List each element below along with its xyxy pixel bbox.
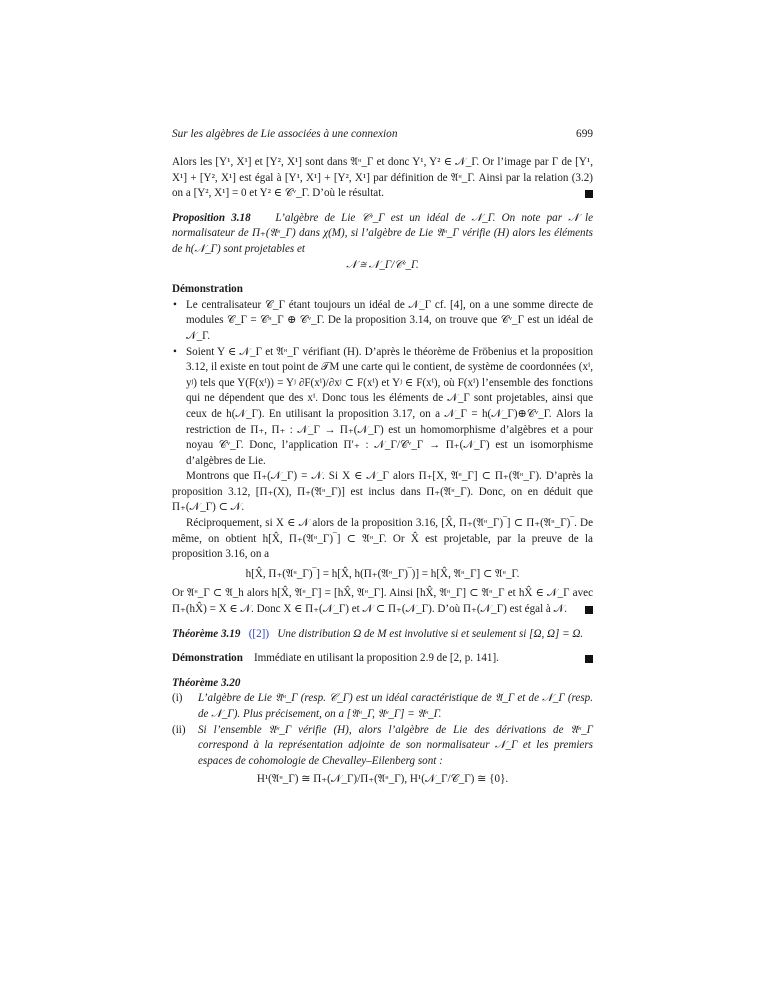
bullet-item: • Soient Y ∈ 𝒩_Γ et 𝔄ᵸ_Γ vérifiant (H). D’après le théorème de Fröbenius et la proposition 3.12, il existe en tout point de 𝒯M une carte qui le contient, de système de coordonnées (xⁱ, yʲ) tels que Y(F(xⁱ)) = Yʲ ∂F(xⁱ)/∂xʲ ⊂ F(xⁱ) et Yʲ ∈ F(xⁱ), où F(xⁱ) l’ensemble des fonctions qui ne dépendent que des xⁱ. Donc tous les éléments de 𝒩_Γ sont projetables, ainsi que ceux de h(𝒩_Γ). En utilisant la proposition 3.17, on a 𝒩_Γ = h(𝒩_Γ)⊕𝒞ᵛ_Γ. Alors la restriction de Π₊, Π₊ : 𝒩_Γ → Π₊(𝒩_Γ) est un homomorphisme d’algèbres et a pour noyau 𝒞ᵛ_Γ. Donc, l’application Π′₊ : 𝒩_Γ/𝒞ᵛ_Γ → Π₊(𝒩_Γ) est un isomorphisme d’algèbres de Lie. xyxy=(172,345,593,470)
paragraph: Montrons que Π₊(𝒩_Γ) = 𝒩. Si X ∈ 𝒩_Γ alors Π₊[X, 𝔄ᵸ_Γ] ⊂ Π₊(𝔄ᵸ_Γ). D’après la proposition 3.12, [Π₊(X), Π₊(𝔄ᵸ_Γ)] est inclus dans Π₊(𝔄ᵸ_Γ). Donc, on en déduit que Π₊(𝒩_Γ) ⊂ 𝒩. xyxy=(172,470,593,514)
proposition-3-18 xyxy=(172,211,593,258)
demonstration-2 xyxy=(172,651,593,667)
proposition-label: Proposition 3.18 xyxy=(172,211,251,224)
proposition-formula: 𝒩 ≅ 𝒩_Γ/𝒞ᵛ_Γ. xyxy=(346,258,419,271)
running-header xyxy=(172,128,593,140)
theorem-item: (i) L’algèbre de Lie 𝔄ᵸ_Γ (resp. 𝒞_Γ) est un idéal caractéristique de 𝔄_Γ et de 𝒩_Γ (resp. de 𝒩_Γ). Plus précisement, on a [𝔄ᵸ_Γ, 𝔄ᵸ_Γ] = 𝔄ᵸ_Γ. xyxy=(172,692,593,720)
item-number: (ii) xyxy=(172,723,186,736)
intro-paragraph: Alors les [Y¹, X¹] et [Y², X¹] sont dans 𝔄ᵸ_Γ et donc Y¹, Y² ∈ 𝒩_Γ. Or l’image par Γ de [Y¹, X¹] + [Y², X¹] est égal à [Y¹, X¹] + [Y², X¹] par définition de 𝔄ᵸ_Γ. Ainsi par la relation (3.2) on a [Y², X¹] = 0 et Y² ∈ 𝒞ᵛ_Γ. D’où le résultat. xyxy=(172,156,593,200)
theorem-text: Une distribution Ω de M est involutive si et seulement si [Ω, Ω] = Ω. xyxy=(277,627,584,640)
citation-link[interactable]: ([2]) xyxy=(248,627,270,640)
demonstration-label: Démonstration xyxy=(172,283,243,296)
demonstration-text: Immédiate en utilisant la proposition 2.9 de [2, p. 141]. xyxy=(253,652,499,665)
theorem-items xyxy=(172,691,593,769)
qed-symbol xyxy=(585,655,593,663)
bullet-item: • Le centralisateur 𝒞_Γ étant toujours un idéal de 𝒩_Γ cf. [4], on a une somme directe de modules 𝒞_Γ = 𝒞ᵸ_Γ ⊕ 𝒞ᵛ_Γ. De la proposition 3.14, on trouve que 𝒞ᵛ_Γ est un idéal de 𝒩_Γ. xyxy=(172,298,593,345)
theorem-item: (ii) Si l’ensemble 𝔄ᵸ_Γ vérifie (H), alors l’algèbre de Lie des dérivations de 𝔄ᵸ_Γ correspond à la représentation adjointe de son normalisateur 𝒩_Γ et les premiers espaces de cohomologie de Chevalley–Eilenberg sont : xyxy=(172,723,593,767)
theorem-label: Théorème 3.20 xyxy=(172,676,241,689)
display-formula: h[X̂, Π₊(𝔄ᵸ_Γ)‾] = h[X̂, h(Π₊(𝔄ᵸ_Γ)‾)] = h[X̂, 𝔄ᵸ_Γ] ⊂ 𝔄ᵸ_Γ. xyxy=(245,567,520,580)
running-title: Sur les algèbres de Lie associées à une connexion xyxy=(172,128,398,140)
qed-symbol xyxy=(585,190,593,198)
demonstration-label: Démonstration xyxy=(172,652,243,665)
paragraph: Réciproquement, si X ∈ 𝒩 alors de la proposition 3.16, [X̂, Π₊(𝔄ᵸ_Γ)‾] ⊂ Π₊(𝔄ᵸ_Γ)‾. De même, on obtient h[X̂, Π₊(𝔄ᵸ_Γ)‾] ⊂ 𝔄ᵸ_Γ. Or X̂ est projetable, par la preuve de la proposition 3.16, on a xyxy=(172,517,593,561)
item-number: (i) xyxy=(172,692,183,705)
display-formula: H¹(𝔄ᵸ_Γ) ≅ Π₊(𝒩_Γ)/Π₊(𝔄ᵸ_Γ), H¹(𝒩_Γ/𝒞_Γ) ≅ {0}. xyxy=(256,773,509,786)
proposition-text: L’algèbre de Lie 𝒞ᵛ_Γ est un idéal de 𝒩_Γ. On note par 𝒩 le normalisateur de Π₊(𝔄ᵸ_Γ) dans χ(M), si l’algèbre de Lie 𝔄ᵸ_Γ vérifie (H) alors les éléments de h(𝒩_Γ) sont projetables et xyxy=(172,211,594,255)
theorem-label: Théorème 3.19 xyxy=(172,627,241,640)
paragraph: Or 𝔄ᵸ_Γ ⊂ 𝔄_h alors h[X̂, 𝔄ᵸ_Γ] = [hX̂, 𝔄ᵸ_Γ]. Ainsi [hX̂, 𝔄ᵸ_Γ] ⊂ 𝔄ᵸ_Γ et hX̂ ∈ 𝒩_Γ avec Π₊(hX̂) = X ∈ 𝒩. Donc X ∈ Π₊(𝒩_Γ) et 𝒩 ⊂ Π₊(𝒩_Γ). D’où Π₊(𝒩_Γ) est égal à 𝒩. xyxy=(172,587,593,616)
demonstration-bullets xyxy=(172,298,593,470)
theorem-3-19 xyxy=(172,627,593,643)
body-column xyxy=(172,155,593,788)
page-number: 699 xyxy=(576,128,593,140)
qed-symbol xyxy=(585,606,593,614)
